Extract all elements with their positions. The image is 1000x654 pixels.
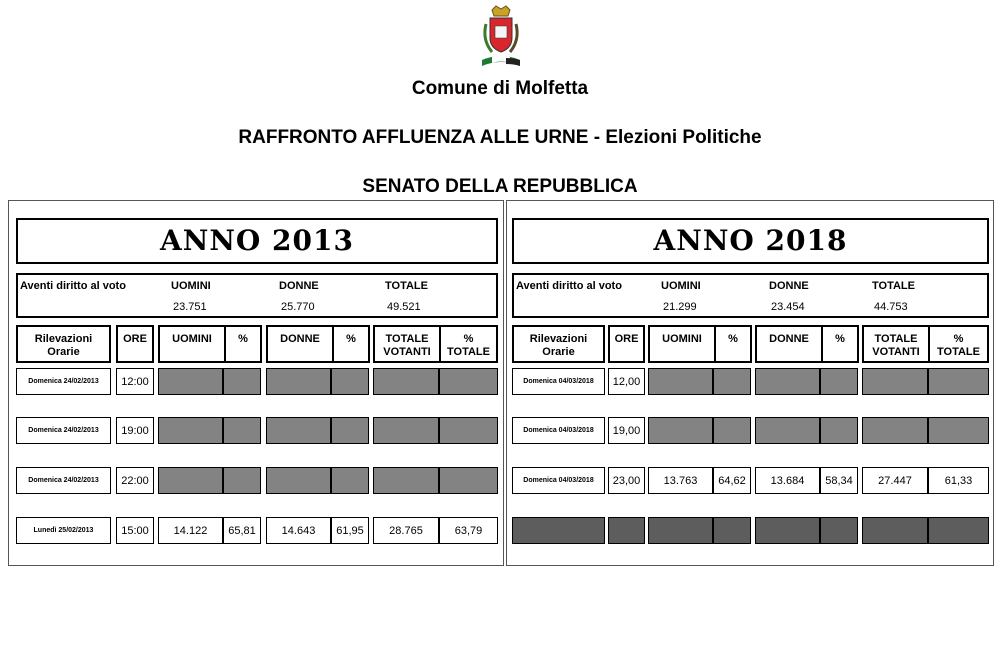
row-time: 19:00 [116,417,154,444]
coat-of-arms-logo [478,4,524,70]
header-pct-men: % [728,333,738,345]
row-women-pct [331,368,369,395]
eligible-label: Aventi diritto al voto [516,280,622,292]
eligible-total-value: 49.521 [387,301,421,313]
header-rilevazioni [512,325,605,363]
eligible-label: Aventi diritto al voto [20,280,126,292]
row-date: Domenica 04/03/2018 [512,417,605,444]
header-uomini: UOMINI [172,333,212,345]
eligible-men-label: UOMINI [171,280,211,292]
row-time [608,517,645,544]
panel-2018 [506,200,994,566]
year-title-2018: ANNO 2018 [512,218,989,264]
row-total-votes [373,417,439,444]
row-time: 22:00 [116,467,154,494]
header-pct-women: % [835,333,845,345]
eligible-women-label: DONNE [769,280,809,292]
row-total-pct: 63,79 [439,517,498,544]
row-women-votes [755,517,820,544]
row-men-votes: 14.122 [158,517,223,544]
row-total-pct [439,417,498,444]
row-men-pct [713,368,751,395]
header-pct-line2: TOTALE [447,346,490,358]
row-men-votes [648,517,713,544]
row-total-pct [439,368,498,395]
row-date [512,517,605,544]
header-rilevazioni [16,325,111,363]
header-pct-total [441,333,496,359]
row-date: Domenica 24/02/2013 [16,467,111,494]
header-pct-line1: % [463,333,474,345]
row-total-pct [928,517,989,544]
row-men-votes [648,368,713,395]
row-women-pct [820,417,858,444]
eligible-men-value: 23.751 [173,301,207,313]
year-title-2013: ANNO 2013 [16,218,498,264]
header-rilevazioni-line2: Orarie [542,346,575,358]
row-men-votes [648,417,713,444]
header-ore: ORE [116,325,154,363]
row-men-votes [158,417,223,444]
header-pct-line1: % [953,333,964,345]
header-women-group [266,325,370,363]
header-rilevazioni-line1: Rilevazioni [529,333,588,345]
header-men-group [648,325,752,363]
row-total-votes [862,368,928,395]
header-donne: DONNE [769,333,809,345]
row-time: 19,00 [608,417,645,444]
row-men-pct: 64,62 [713,467,751,494]
row-total-votes [373,467,439,494]
header-totale-votanti [375,333,439,359]
header-pct-men: % [238,333,248,345]
header-totale-votanti [864,333,928,359]
row-women-pct [820,368,858,395]
eligible-total-label: TOTALE [872,280,915,292]
row-women-pct [331,467,369,494]
row-women-votes [755,368,820,395]
row-total-votes [373,368,439,395]
row-total-votes [862,517,928,544]
row-time: 12:00 [116,368,154,395]
eligible-men-label: UOMINI [661,280,701,292]
row-women-votes [266,368,331,395]
row-women-votes: 13.684 [755,467,820,494]
header-pct-women: % [346,333,356,345]
row-men-votes [158,467,223,494]
header-ore: ORE [608,325,645,363]
row-total-pct [928,417,989,444]
row-men-pct [713,517,751,544]
row-total-votes [862,417,928,444]
row-women-votes [266,467,331,494]
row-men-votes [158,368,223,395]
row-total-pct: 61,33 [928,467,989,494]
row-time: 23,00 [608,467,645,494]
eligible-women-value: 23.454 [771,301,805,313]
row-total-votes: 28.765 [373,517,439,544]
chamber-title: SENATO DELLA REPUBBLICA [362,176,638,197]
row-total-pct [439,467,498,494]
row-women-pct: 61,95 [331,517,369,544]
row-men-pct: 65,81 [223,517,261,544]
row-date: Domenica 24/02/2013 [16,368,111,395]
row-time: 15:00 [116,517,154,544]
header-totale-line2: VOTANTI [872,346,920,358]
row-women-pct: 58,34 [820,467,858,494]
row-women-votes [755,417,820,444]
header-total-group [862,325,989,363]
header-pct-total [930,333,987,359]
eligible-women-label: DONNE [279,280,319,292]
eligible-men-value: 21.299 [663,301,697,313]
header-totale-line1: TOTALE [385,333,429,345]
row-men-pct [223,467,261,494]
row-men-pct [713,417,751,444]
header-rilevazioni-line2: Orarie [47,346,80,358]
header-total-group [373,325,498,363]
municipality-title: Comune di Molfetta [411,78,589,99]
document-subtitle: RAFFRONTO AFFLUENZA ALLE URNE - Elezioni Politiche [238,127,762,148]
row-date: Domenica 04/03/2018 [512,368,605,395]
row-men-votes: 13.763 [648,467,713,494]
panel-2013 [8,200,504,566]
header-donne: DONNE [280,333,320,345]
header-women-group [755,325,859,363]
eligible-women-value: 25.770 [281,301,315,313]
header-rilevazioni-line1: Rilevazioni [34,333,93,345]
row-date: Lunedì 25/02/2013 [16,517,111,544]
header-men-group [158,325,262,363]
row-time: 12,00 [608,368,645,395]
header-uomini: UOMINI [662,333,702,345]
row-women-pct [820,517,858,544]
row-women-pct [331,417,369,444]
eligible-voters-box [16,273,498,318]
header-totale-line1: TOTALE [874,333,918,345]
row-date: Domenica 24/02/2013 [16,417,111,444]
row-total-votes: 27.447 [862,467,928,494]
row-women-votes: 14.643 [266,517,331,544]
row-total-pct [928,368,989,395]
row-men-pct [223,417,261,444]
header-pct-line2: TOTALE [937,346,980,358]
row-women-votes [266,417,331,444]
row-men-pct [223,368,261,395]
eligible-total-value: 44.753 [874,301,908,313]
eligible-total-label: TOTALE [385,280,428,292]
row-date: Domenica 04/03/2018 [512,467,605,494]
eligible-voters-box [512,273,989,318]
header-totale-line2: VOTANTI [383,346,431,358]
